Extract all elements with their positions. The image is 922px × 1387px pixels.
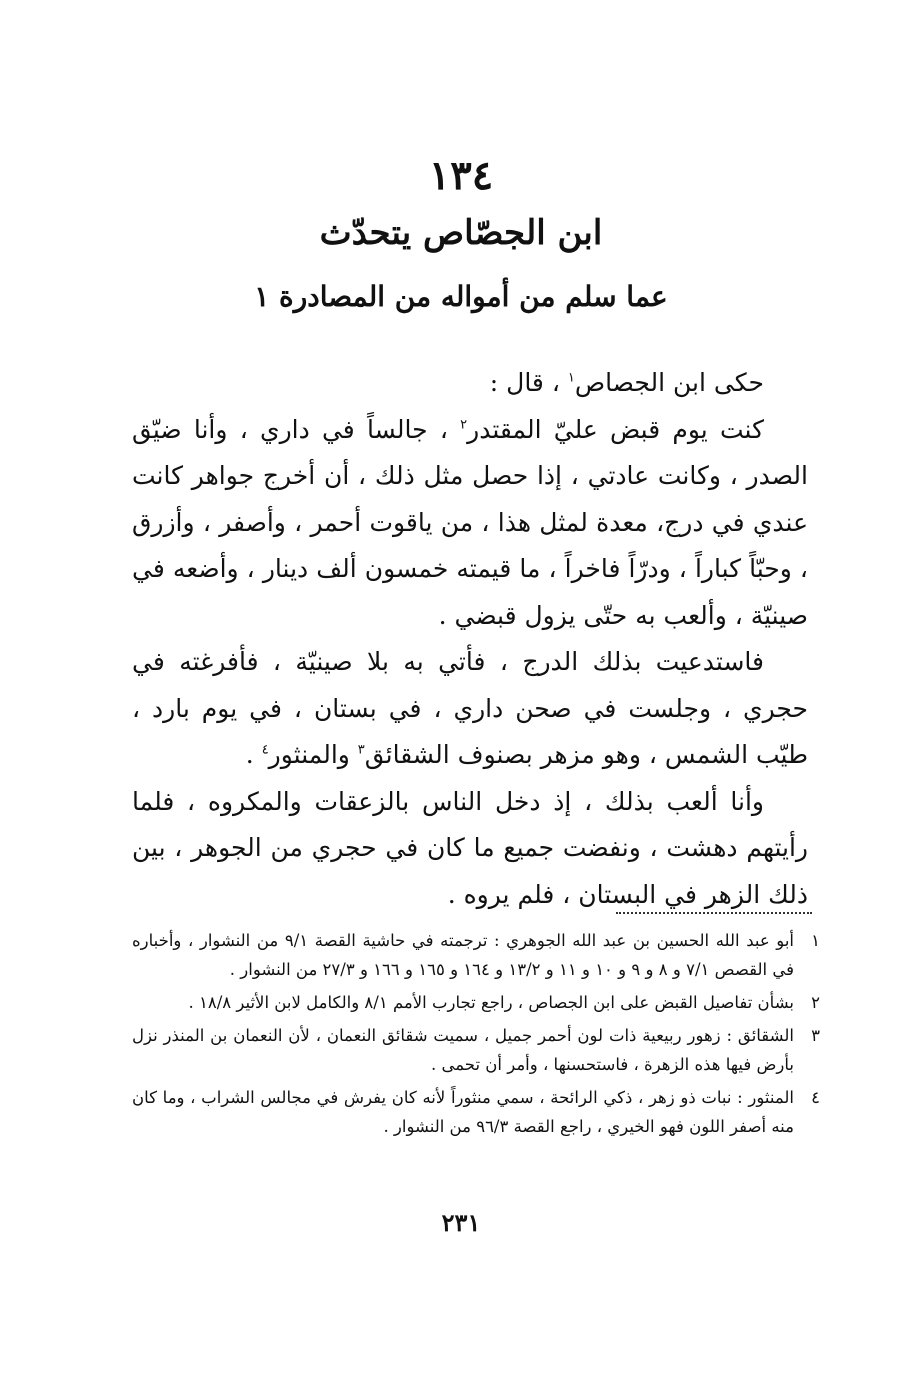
footnote-text: أبو عبد الله الحسين بن عبد الله الجوهري : ترجمته في حاشية القصة ٩/١ من النشوار ، وأخباره في القصص ٧/١ و ٨ و ٩ و ١٠ و ١١ و ١٣/٢ و ١٦٤ و ١٦٥ و ١٦٦ و ٢٧/٣ من النشوار . [132,931,794,979]
story-number: ١٣٤ [428,152,494,199]
footnote-item [132,1083,820,1141]
footnote-item [132,1021,820,1079]
paragraph-text: والمنثور [268,740,358,769]
footnotes [132,926,820,1145]
story-title: ابن الجصّاص يتحدّث [319,213,603,253]
footnote-divider [616,912,812,914]
paragraph-text: فاستدعيت بذلك الدرج ، فأتي به بلا صينيّة ، فأفرغته في حجري ، وجلست في صحن داري ، في بستان ، في يوم بارد ، طيّب الشمس ، وهو مزهر بصنوف الشقائق [132,647,808,769]
footnote-ref: ٣ [357,742,365,758]
footnote-number: ٤ [811,1088,820,1107]
paragraph-text: ، جالساً في داري ، وأنا ضيّق الصدر ، وكانت عادتي ، إذا حصل مثل ذلك ، أن أخرج جواهر كانت عندي في درج، معدة لمثل هذا ، من ياقوت أحمر ، وأصفر ، وأزرق ، وحبّاً كباراً ، ودرّاً فاخراً ، ما قيمته خمسون ألف دينار ، وأضعه في صينيّة ، وألعب به حتّى يزول قبضي . [132,414,808,630]
footnote-text: المنثور : نبات ذو زهر ، ذكي الرائحة ، سمي منثوراً لأنه كان يفرش في مجالس الشراب ، وما كان منه أصفر اللون فهو الخيري ، راجع القصة ٩٦/٣ من النشوار . [132,1088,794,1136]
footnote-number: ٢ [811,993,820,1012]
paragraph-text: . [245,740,262,769]
footnote-text: الشقائق : زهور ربيعية ذات لون أحمر جميل ، سميت شقائق النعمان ، لأن النعمان بن المنذر نزل بأرض فيها هذه الزهرة ، فاستحسنها ، وأمر أن تحمى . [132,1026,794,1074]
footnote-item [132,926,820,984]
story-subtitle: عما سلم من أمواله من المصادرة ١ [254,280,668,313]
story-body [132,360,808,918]
paragraph-text: حكى ابن الجصاص [574,368,764,397]
page-number: ٢٣١ [441,1208,481,1237]
paragraph-text: ، قال : [489,368,568,397]
footnote-ref: ٢ [460,417,468,433]
footnote-ref: ٤ [261,742,269,758]
footnote-number: ٣ [811,1026,820,1045]
paragraph-4: وأنا ألعب بذلك ، إذ دخل الناس بالزعقات والمكروه ، فلما رأيتهم دهشت ، ونفضت جميع ما كان في حجري من الجوهر ، بين ذلك الزهر في البستان ، فلم يروه . [132,786,808,909]
footnote-number: ١ [811,931,820,950]
paragraph-text: كنت يوم قبض عليّ المقتدر [467,414,764,444]
paragraph-3 [132,639,808,779]
footnote-item [132,988,820,1017]
paragraph-1 [132,360,808,407]
paragraph-2 [132,407,808,640]
footnote-ref: ١ [567,370,575,386]
footnote-text: بشأن تفاصيل القبض على ابن الجصاص ، راجع تجارب الأمم ٨/١ والكامل لابن الأثير ١٨/٨ . [188,993,794,1012]
